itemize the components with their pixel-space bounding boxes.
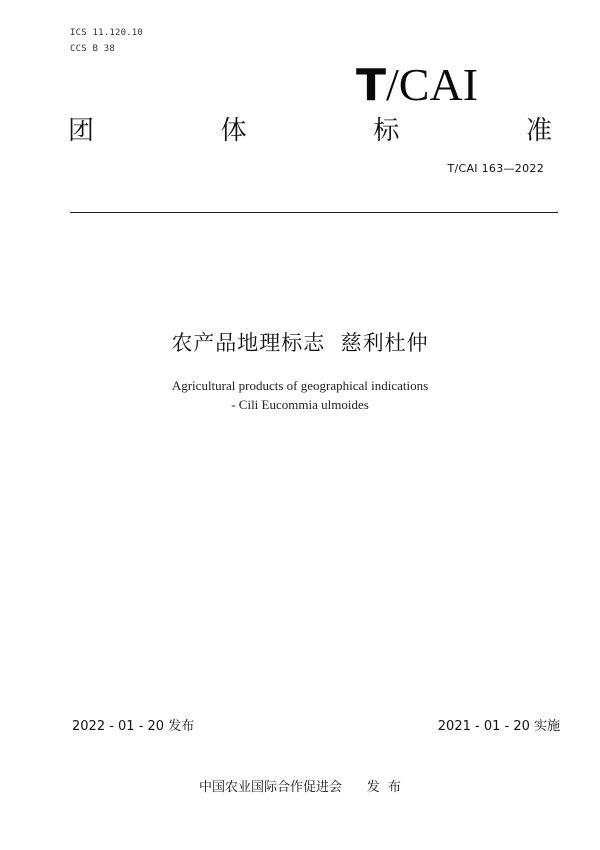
standard-type-char: 团 xyxy=(68,116,95,146)
standard-type xyxy=(68,114,552,148)
standard-type-char: 体 xyxy=(220,116,247,146)
standard-type-char: 标 xyxy=(373,116,400,146)
logo-t: T xyxy=(356,60,387,111)
ccs-code: CCS B 38 xyxy=(70,44,115,54)
title-chinese: 农产品地理标志 慈利杜仲 xyxy=(171,331,429,355)
logo-cai: /CAI xyxy=(386,59,479,110)
publish-date: 2022 - 01 - 20 发布 xyxy=(72,719,195,734)
title-english-line1: Agricultural products of geographical indications xyxy=(171,378,429,393)
tcai-logo xyxy=(356,60,526,110)
header-divider xyxy=(70,212,558,213)
implement-date: 2021 - 01 - 20 实施 xyxy=(437,719,560,734)
ics-code: ICS 11.120.10 xyxy=(70,28,144,38)
title-english-line2: - Cili Eucommia ulmoides xyxy=(231,397,369,412)
issuer: 中国农业国际合作促进会 发 布 xyxy=(198,780,402,795)
standard-type-char: 准 xyxy=(525,116,552,146)
standard-code: T/CAI 163—2022 xyxy=(447,162,544,175)
